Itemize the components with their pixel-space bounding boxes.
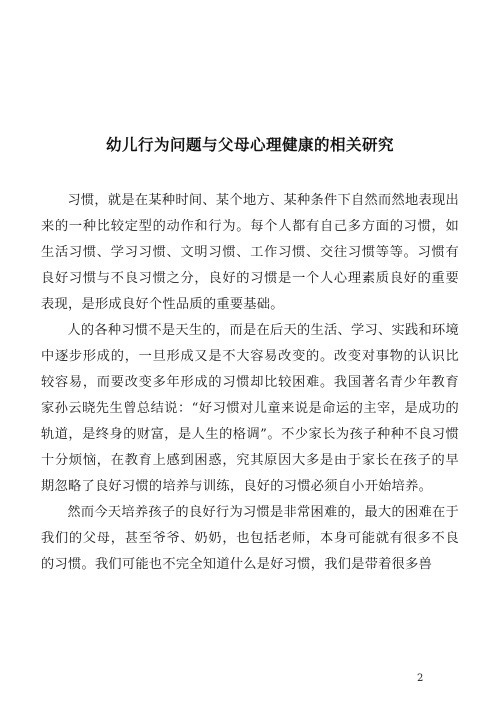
paragraph-3: 然而今天培养孩子的良好行为习惯是非常困难的，最大的困难在于我们的父母，甚至爷爷、奶奶，也包括老师，本身可能就有很多不良的习惯。我们可能也不完全知道什么是好习惯，我们是带着很多兽 — [41, 505, 459, 572]
document-title: 幼儿行为问题与父母心理健康的相关研究 — [105, 135, 394, 154]
paragraph-2: 人的各种习惯不是天生的，而是在后天的生活、学习、实践和环境中逐步形成的，一旦形成又是不大容易改变的。改变对事物的认识比较容易，而要改变多年形成的习惯却比较困难。我国著名青少年教育家孙云晓先生曾总结说：“好习惯对儿童来说是命运的主宰，是成功的轨道，是终身的财富，是人生的格调”。不少家长为孩子种种不良习惯十分烦恼，在教育上感到困惑，究其原因大多是由于家长在孩子的早期忽略了良好习惯的培养与训练，良好的习惯必须自小开始培养。 — [41, 323, 459, 494]
document-body — [41, 188, 459, 578]
page-number: 2 — [417, 673, 424, 684]
paragraph-1: 习惯，就是在某种时间、某个地方、某种条件下自然而然地表现出来的一种比较定型的动作和行为。每个人都有自己多方面的习惯，如生活习惯、学习习惯、文明习惯、工作习惯、交往习惯等等。习惯有良好习惯与不良习惯之分，良好的习惯是一个人心理素质良好的重要表现，是形成良好个性品质的重要基础。 — [41, 193, 459, 312]
